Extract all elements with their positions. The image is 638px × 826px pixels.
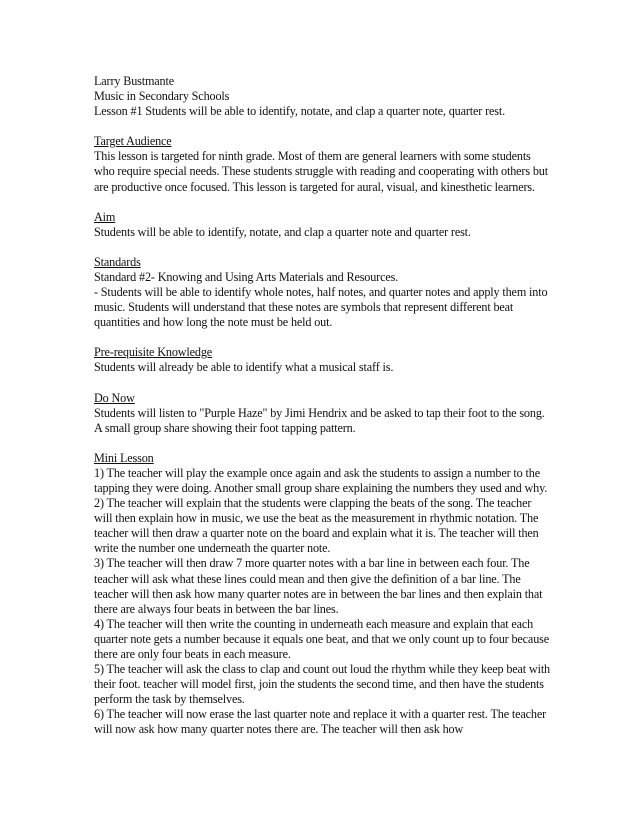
document-page xyxy=(94,74,552,738)
section-prerequisite xyxy=(94,345,552,375)
section-body: Students will be able to identify, notate, and clap a quarter note and quarter rest. xyxy=(94,224,471,239)
course-title: Music in Secondary Schools xyxy=(94,89,230,104)
section-heading: Do Now xyxy=(94,390,135,405)
section-heading: Target Audience xyxy=(94,134,172,149)
section-heading: Pre-requisite Knowledge xyxy=(94,345,213,360)
section-target-audience xyxy=(94,134,552,194)
mini-lesson-step: 4) The teacher will then write the counting in underneath each measure and explain that each quarter note gets a number because it equals one beat, and that we only count up to four because there are only four beats in each measure. xyxy=(94,616,549,661)
section-body: Students will already be able to identify what a musical staff is. xyxy=(94,360,394,375)
section-do-now xyxy=(94,391,552,436)
lesson-title: Lesson #1 Students will be able to identify, notate, and clap a quarter note, quarter rest. xyxy=(94,104,505,119)
section-aim xyxy=(94,210,552,240)
section-heading: Aim xyxy=(94,209,116,224)
mini-lesson-step: 5) The teacher will ask the class to clap and count out loud the rhythm while they keep beat with their foot. teacher will model first, join the students the second time, and then have the students perform the task by themselves. xyxy=(94,662,551,707)
mini-lesson-step: 3) The teacher will then draw 7 more quarter notes with a bar line in between each four. The teacher will ask what these lines could mean and then give the definition of a bar line. The teacher will then ask how many quarter notes are in between the bar lines and then explain that there are always four beats in between the bar lines. xyxy=(94,556,543,616)
section-body: This lesson is targeted for ninth grade. Most of them are general learners with some students who require special needs. These students struggle with reading and cooperating with others but are productive once focused. This lesson is targeted for aural, visual, and kinesthetic learners. xyxy=(94,149,548,194)
standard-line: Standard #2- Knowing and Using Arts Materials and Resources. xyxy=(94,269,399,284)
section-heading: Mini Lesson xyxy=(94,450,154,465)
section-mini-lesson xyxy=(94,451,552,738)
section-heading: Standards xyxy=(94,254,141,269)
mini-lesson-step: 2) The teacher will explain that the students were clapping the beats of the song. The teacher will then explain how in music, we use the beat as the measurement in rhythmic notation. The teacher will then draw a quarter note on the board and explain what it is. The teacher will then write the number one underneath the quarter note. xyxy=(94,496,539,556)
author-name: Larry Bustmante xyxy=(94,74,174,88)
section-standards xyxy=(94,255,552,330)
mini-lesson-step: 1) The teacher will play the example once again and ask the students to assign a number to the tapping they were doing. Another small group share explaining the numbers they used and why. xyxy=(94,465,548,495)
section-body: Students will listen to "Purple Haze" by Jimi Hendrix and be asked to tap their foot to the song. A small group share showing their foot tapping pattern. xyxy=(94,405,545,435)
mini-lesson-step: 6) The teacher will now erase the last quarter note and replace it with a quarter rest. The teacher will now ask how many quarter notes there are. The teacher will then ask how xyxy=(94,707,547,737)
standard-detail: - Students will be able to identify whole notes, half notes, and quarter notes and apply them into music. Students will understand that these notes are symbols that represent different beat quantities and how long the note must be held out. xyxy=(94,285,548,330)
